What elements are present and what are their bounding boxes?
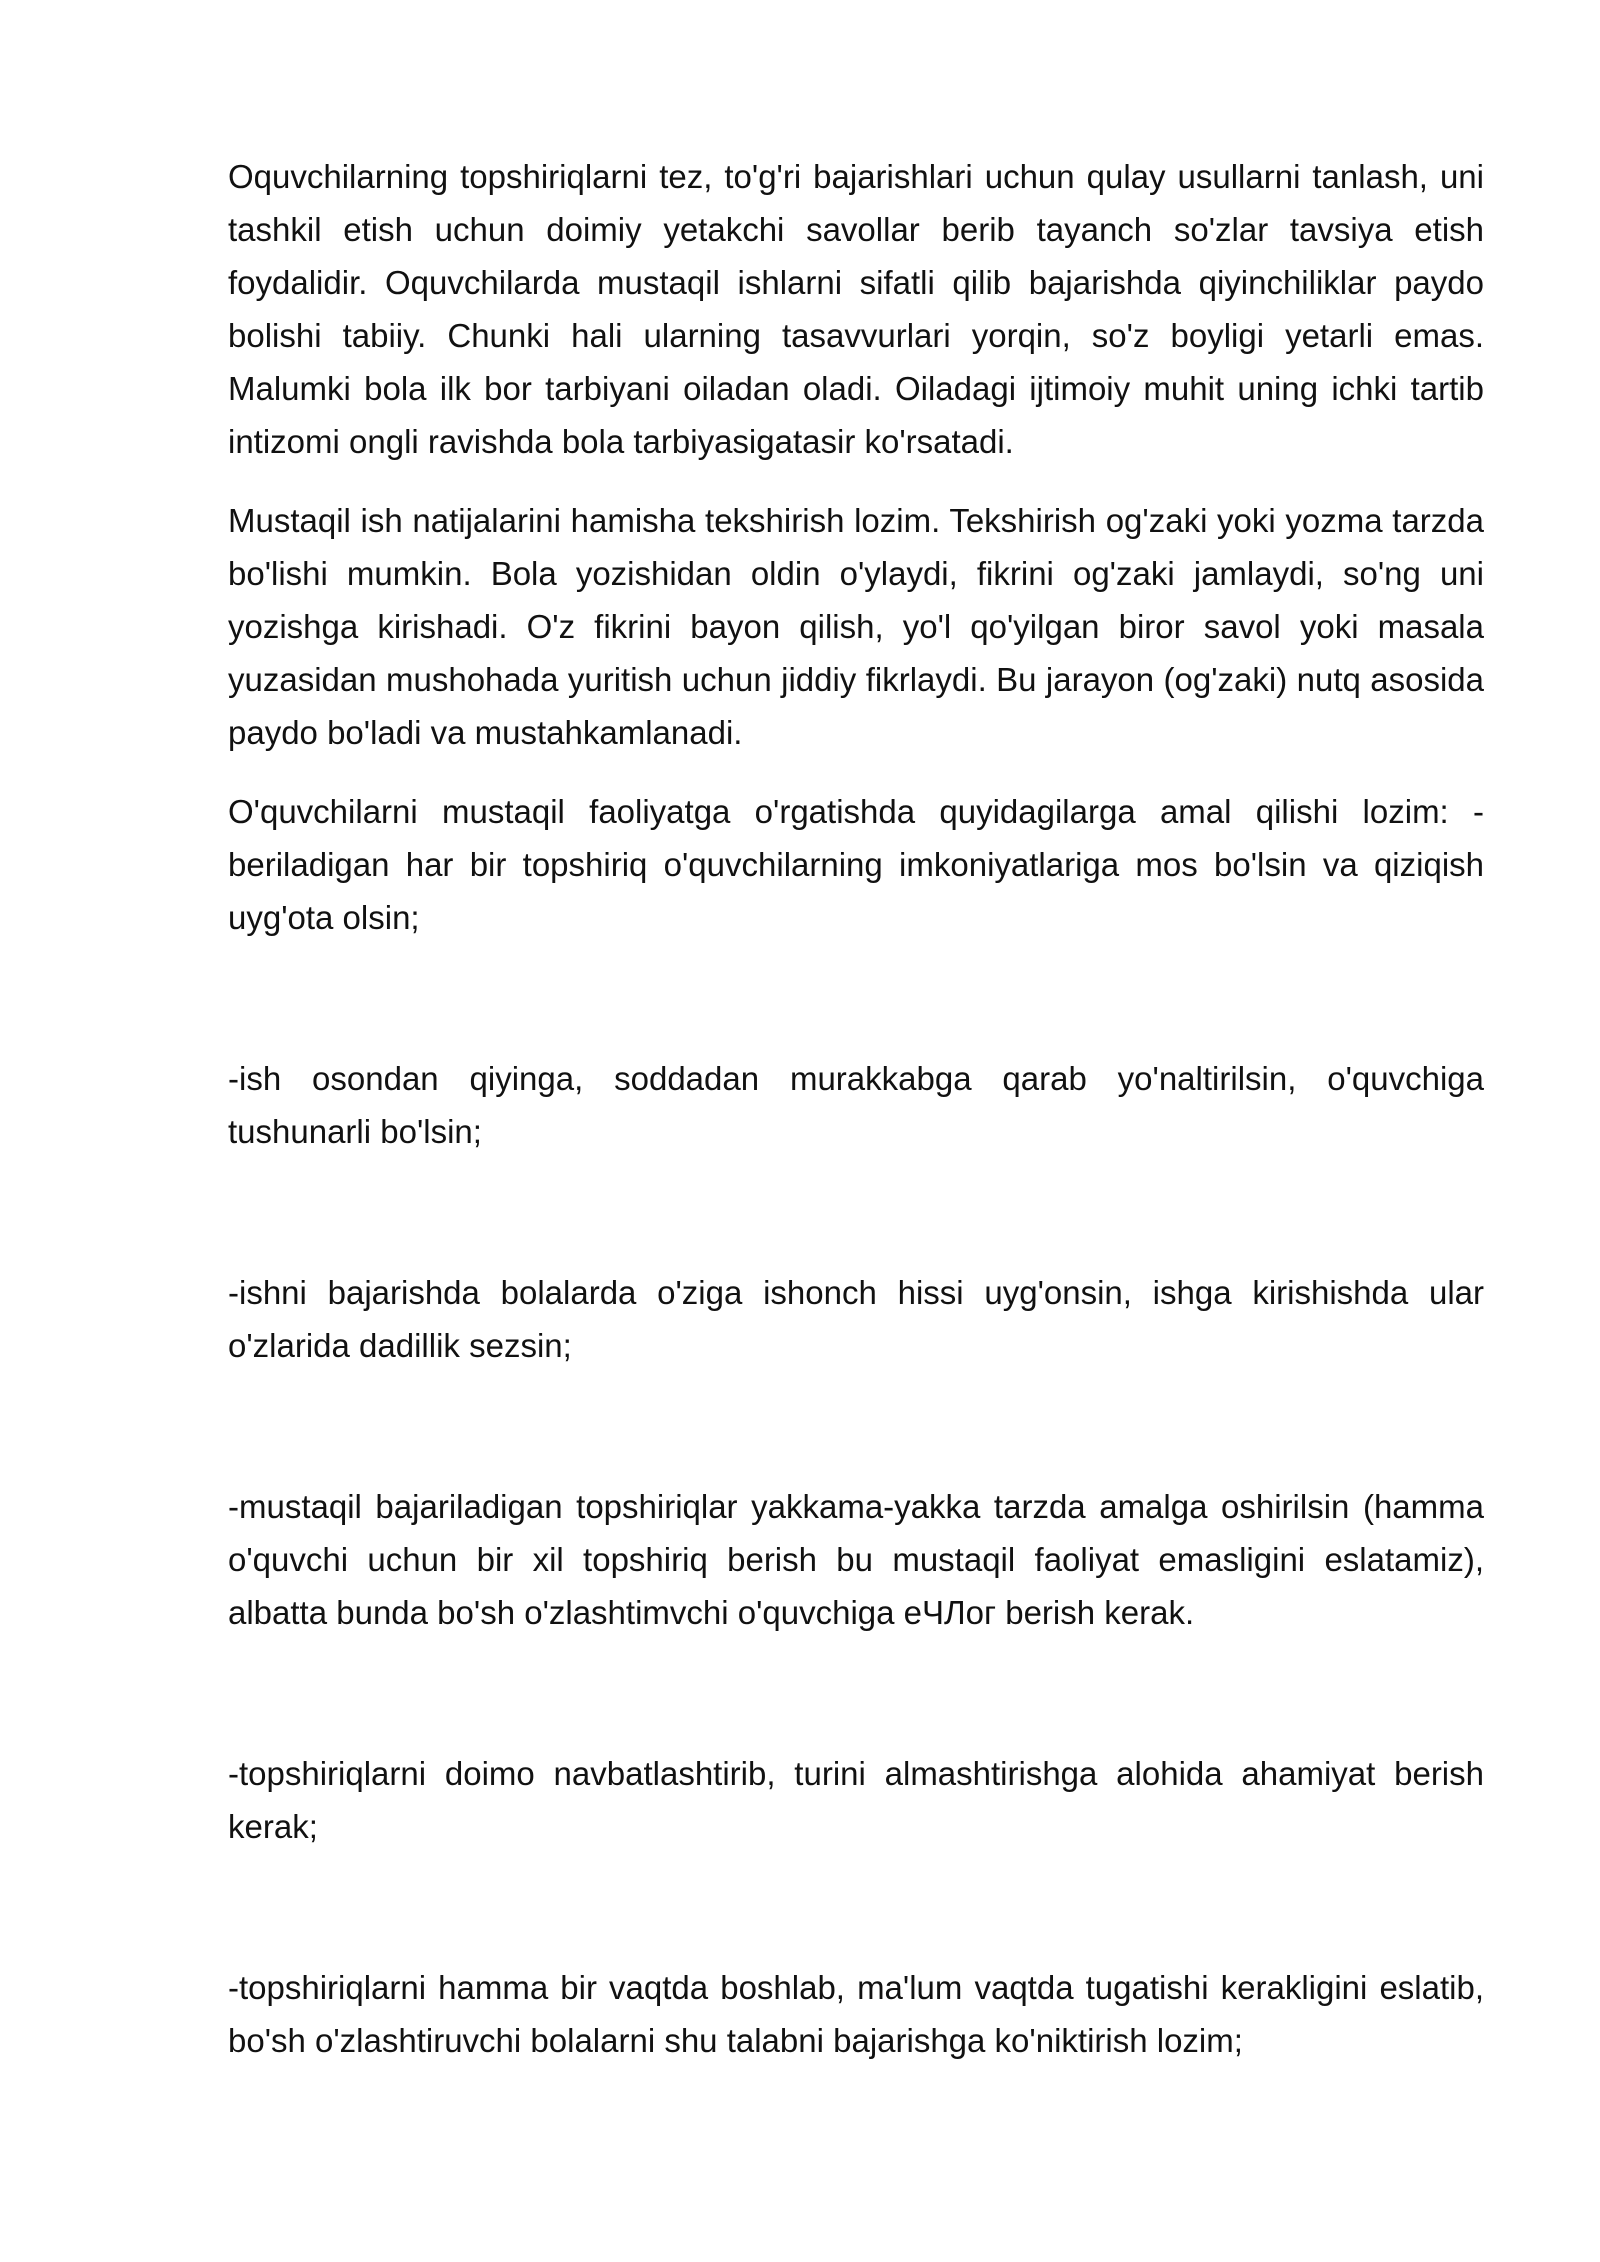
paragraph-checking: Mustaqil ish natijalarini hamisha tekshirish lozim. Tekshirish og'zaki yoki yozma tarzda bo'lishi mumkin. Bola yozishidan oldin o'ylaydi, fikrini og'zaki jamlaydi, so'ng uni yozishga kirishadi. O'z fikrini bayon qilish, yo'l qo'yilgan biror savol yoki masala yuzasidan mushohada yuritish uchun jiddiy fikrlaydi. Bu jarayon (og'zaki) nutq asosida paydo bo'ladi va mustahkamlanadi.	[228, 502, 1484, 751]
paragraph-requirements: O'quvchilarni mustaqil faoliyatga o'rgatishda quyidagilarga amal qilishi lozim: -beriladigan har bir topshiriq o'quvchilarning imkoniyatlariga mos bo'lsin va qiziqish uyg'ota olsin;	[228, 793, 1484, 936]
list-item-start-together: -topshiriqlarni hamma bir vaqtda boshlab, ma'lum vaqtda tugatishi kerakligini eslatib, bo'sh o'zlashtiruvchi bolalarni shu talabni bajarishga ko'niktirish lozim;	[228, 1969, 1484, 2059]
list-item-individual-tasks: -mustaqil bajariladigan topshiriqlar yakkama-yakka tarzda amalga oshirilsin (hamma o'quvchi uchun bir xil topshiriq berish bu mustaqil faoliyat emasligini eslatamiz), albatta bunda bo'sh o'zlashtimvchi o'quvchiga еЧЛог berish kerak.	[228, 1488, 1484, 1631]
list-item-alternate-tasks: -topshiriqlarni doimo navbatlashtirib, turini almashtirishga alohida ahamiyat berish kerak;	[228, 1755, 1484, 1845]
document-page	[228, 150, 1484, 2067]
list-item-easy-to-hard: -ish osondan qiyinga, soddadan murakkabga qarab yo'naltirilsin, o'quvchiga tushunarli bo'lsin;	[228, 1060, 1484, 1150]
list-item-confidence: -ishni bajarishda bolalarda o'ziga ishonch hissi uyg'onsin, ishga kirishishda ular o'zlarida dadillik sezsin;	[228, 1274, 1484, 1364]
paragraph-intro: Oquvchilarning topshiriqlarni tez, to'g'ri bajarishlari uchun qulay usullarni tanlash, uni tashkil etish uchun doimiy yetakchi savollar berib tayanch so'zlar tavsiya etish foydalidir. Oquvchilarda mustaqil ishlarni sifatli qilib bajarishda qiyinchiliklar paydo bolishi tabiiy. Chunki hali ularning tasavvurlari yorqin, so'z boyligi yetarli emas. Malumki bola ilk bor tarbiyani oiladan oladi. Oiladagi ijtimoiy muhit uning ichki tartib intizomi ongli ravishda bola tarbiyasigatasir ko'rsatadi.	[228, 158, 1484, 460]
